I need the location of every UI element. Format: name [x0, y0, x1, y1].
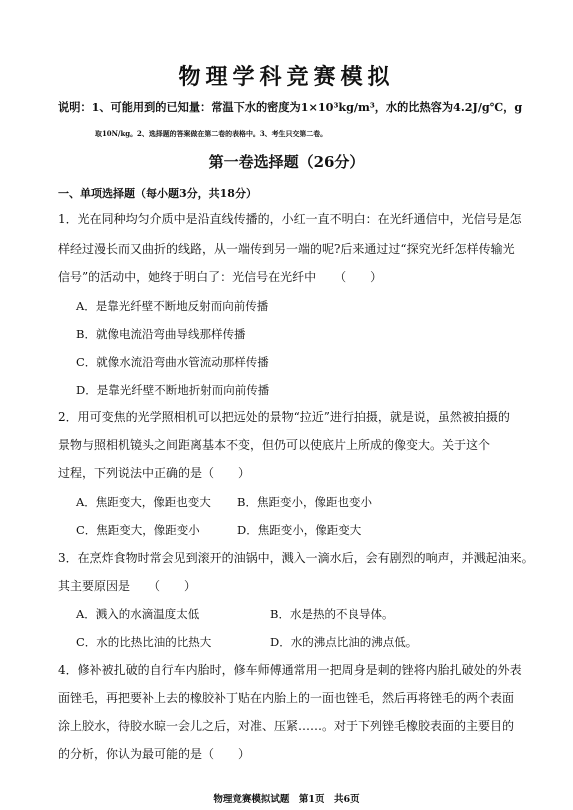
- question-2-option-c: C．焦距变大，像距变小: [76, 523, 200, 537]
- question-2-line-3: 过程，下列说法中正确的是（ ）: [58, 466, 251, 480]
- question-3-option-c: C．水的比热比油的比热大: [76, 635, 212, 649]
- question-1-option-c: C．就像水流沿弯曲水管流动那样传播: [76, 355, 269, 369]
- section-title: 第一卷选择题（26分）: [208, 153, 365, 171]
- instructions-line-2: 取10N/kg。2、选择题的答案做在第二卷的表格中。3、考生只交第二卷。: [95, 129, 328, 138]
- question-1-option-b: B．就像电流沿弯曲导线那样传播: [76, 327, 246, 341]
- instructions-line-1: 说明：1、可能用到的已知量：常温下水的密度为1×10³kg/m³，水的比热容为4.2J/g℃，g: [58, 100, 523, 114]
- question-1-option-d: D．是靠光纤壁不断地折射而向前传播: [76, 383, 270, 397]
- question-3-line-1: 3．在烹炸食物时常会见到滚开的油锅中，溅入一滴水后，会有剧烈的响声，并溅起油来。: [58, 551, 534, 565]
- question-3-option-a: A．溅入的水滴温度太低: [76, 607, 200, 621]
- part-heading: 一、单项选择题（每小题3分，共18分）: [58, 187, 257, 200]
- page-footer: 物理竞赛模拟试题 第1页 共6页: [213, 794, 360, 805]
- question-2-line-1: 2．用可变焦的光学照相机可以把远处的景物“拉近”进行拍摄，就是说，虽然被拍摄的: [58, 410, 510, 424]
- question-3-option-b: B．水是热的不良导体。: [270, 607, 394, 621]
- question-2-line-2: 景物与照相机镜头之间距离基本不变，但仍可以使底片上所成的像变大。关于这个: [58, 438, 491, 452]
- question-3-option-d: D．水的沸点比油的沸点低。: [270, 635, 418, 649]
- question-4-line-2: 面锉毛，再把要补上去的橡胶补丁贴在内胎上的一面也锉毛，然后再将锉毛的两个表面: [58, 691, 515, 705]
- question-2-option-d: D．焦距变小，像距变大: [237, 523, 362, 537]
- question-3-line-2: 其主要原因是 （ ）: [58, 579, 197, 593]
- question-1-line-2: 样经过漫长而又曲折的线路，从一端传到另一端的呢?后来通过过“探究光纤怎样传输光: [58, 242, 515, 256]
- question-1-line-1: 1．光在同种均匀介质中是沿直线传播的，小红一直不明白：在光纤通信中，光信号是怎: [58, 212, 522, 226]
- exam-title: 物理学科竞赛模拟: [178, 64, 395, 90]
- question-2-option-a: A．焦距变大，像距也变大: [76, 495, 211, 509]
- question-4-line-4: 的分析，你认为最可能的是（ ）: [58, 747, 251, 761]
- question-2-option-b: B．焦距变小，像距也变小: [237, 495, 372, 509]
- question-1-option-a: A．是靠光纤壁不断地反射而向前传播: [76, 299, 269, 313]
- question-4-line-1: 4．修补被扎破的自行车内胎时，修车师傅通常用一把周身是刺的锉将内胎扎破处的外表: [58, 663, 522, 677]
- question-1-line-3: 信号”的活动中，她终于明白了：光信号在光纤中 （ ）: [58, 270, 383, 284]
- question-4-line-3: 涂上胶水，待胶水晾一会儿之后，对准、压紧……。对于下列锉毛橡胶表面的主要目的: [58, 719, 515, 733]
